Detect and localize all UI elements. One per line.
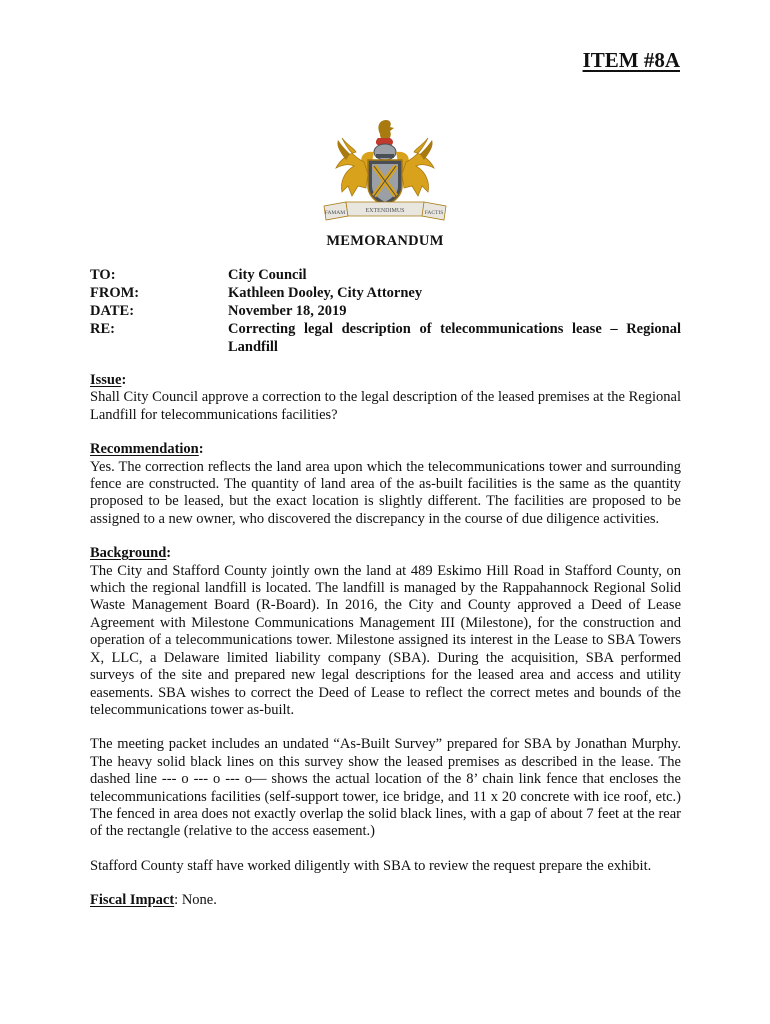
issue-heading: Issue <box>90 372 122 388</box>
recommendation-section: Recommendation: Yes. The correction reflects the land area upon which the telecommunications tower and surrounding fence are constructed. The quantity of land area of the as-built facilities is the same as the quantity proposed to be leased, but the exact location is slightly different. The facilities are proposed to be assigned to a new owner, who discovered the discrepancy in the course of due diligence activities. <box>90 441 681 527</box>
from-row <box>90 284 681 302</box>
to-value: City Council <box>228 267 307 283</box>
memorandum-title: MEMORANDUM <box>326 233 444 249</box>
re-label: RE: <box>90 321 115 337</box>
issue-text: Shall City Council approve a correction to the legal description of the leased premises at the Regional Landfill for telecommunications facilities? <box>90 389 681 423</box>
item-number: ITEM #8A <box>582 48 680 72</box>
crest-motto-1: FAMAM <box>324 210 346 216</box>
from-label: FROM: <box>90 285 140 301</box>
re-value: Correcting legal description of telecommunications lease – Regional Landfill <box>228 321 681 355</box>
re-row <box>90 320 681 356</box>
background-text-2: The meeting packet includes an undated “As-Built Survey” prepared for SBA by Jonathan Murphy. The heavy solid black lines on this survey show the leased premises as described in the lease. The dashed line --- o --- o --- o— shows the actual location of the 8’ chain link fence that encloses the telecommunications facilities (self-support tower, ice bridge, and 11 x 20 concrete with ice roof, etc.) The fenced in area does not exactly overlap the solid black lines, with a gap of about 7 feet at the rear of the rectangle (relative to the access easement.) <box>90 736 681 840</box>
background-text: The City and Stafford County jointly own the land at 489 Eskimo Hill Road in Stafford County, on which the regional landfill is located. The landfill is managed by the Rappahannock Regional Solid Waste Management Board (R-Board). In 2016, the City and County approved a Deed of Lease Agreement with Milestone Communications Management III (Milestone), for the construction and operation of a telecommunications tower. Milestone assigned its interest in the Lease to SBA Towers X, LLC, a Delaware limited liability company (SBA). During the acquisition, SBA performed surveys of the site and prepared new legal descriptions for the leased area and access and utility easements. SBA wishes to correct the Deed of Lease to reflect the correct metes and bounds of the telecommunications tower as-built. <box>90 562 681 718</box>
date-value: November 18, 2019 <box>228 303 347 319</box>
memo-header <box>90 266 681 356</box>
fiscal-impact-section: Fiscal Impact: None. <box>90 892 217 909</box>
background-section: Background: The City and Stafford County jointly own the land at 489 Eskimo Hill Road in Stafford County, on which the regional landfill is located. The landfill is managed by the Rappahannock Regional Solid Waste Management Board (R-Board). In 2016, the City and County approved a Deed of Lease Agreement with Milestone Communications Management III (Milestone), for the construction and operation of a telecommunications tower. Milestone assigned its interest in the Lease to SBA Towers X, LLC, a Delaware limited liability company (SBA). During the acquisition, SBA performed surveys of the site and prepared new legal descriptions for the leased area and access and utility easements. SBA wishes to correct the Deed of Lease to reflect the correct metes and bounds of the telecommunications tower as-built. <box>90 545 681 718</box>
background-paragraph-2 <box>90 736 681 840</box>
background-text-3: Stafford County staff have worked diligently with SBA to review the request prepare the exhibit. <box>90 857 652 874</box>
recommendation-text: Yes. The correction reflects the land area upon which the telecommunications tower and surrounding fence are constructed. The quantity of land area of the as-built facilities is the same as the quantity proposed to be leased, but the exact location is slightly different. The facilities are proposed to be assigned to a new owner, who discovered the discrepancy in the course of due diligence activities. <box>90 458 681 527</box>
crest-motto-3: FACTIS <box>424 210 444 216</box>
date-row <box>90 302 681 320</box>
to-row <box>90 266 681 284</box>
issue-section: Issue: Shall City Council approve a correction to the legal description of the leased premises at the Regional Landfill for telecommunications facilities? <box>90 372 681 423</box>
to-label: TO: <box>90 267 116 283</box>
city-crest-logo <box>318 116 452 226</box>
fiscal-impact-text: None. <box>181 892 217 909</box>
crest-motto-2: EXTENDIMUS <box>365 208 405 214</box>
from-value: Kathleen Dooley, City Attorney <box>228 285 423 301</box>
background-heading: Background <box>90 545 167 562</box>
background-paragraph-3 <box>90 858 681 875</box>
date-label: DATE: <box>90 303 135 319</box>
memo-body <box>90 372 681 927</box>
recommendation-heading: Recommendation <box>90 441 199 458</box>
fiscal-impact-heading: Fiscal Impact <box>90 892 175 909</box>
